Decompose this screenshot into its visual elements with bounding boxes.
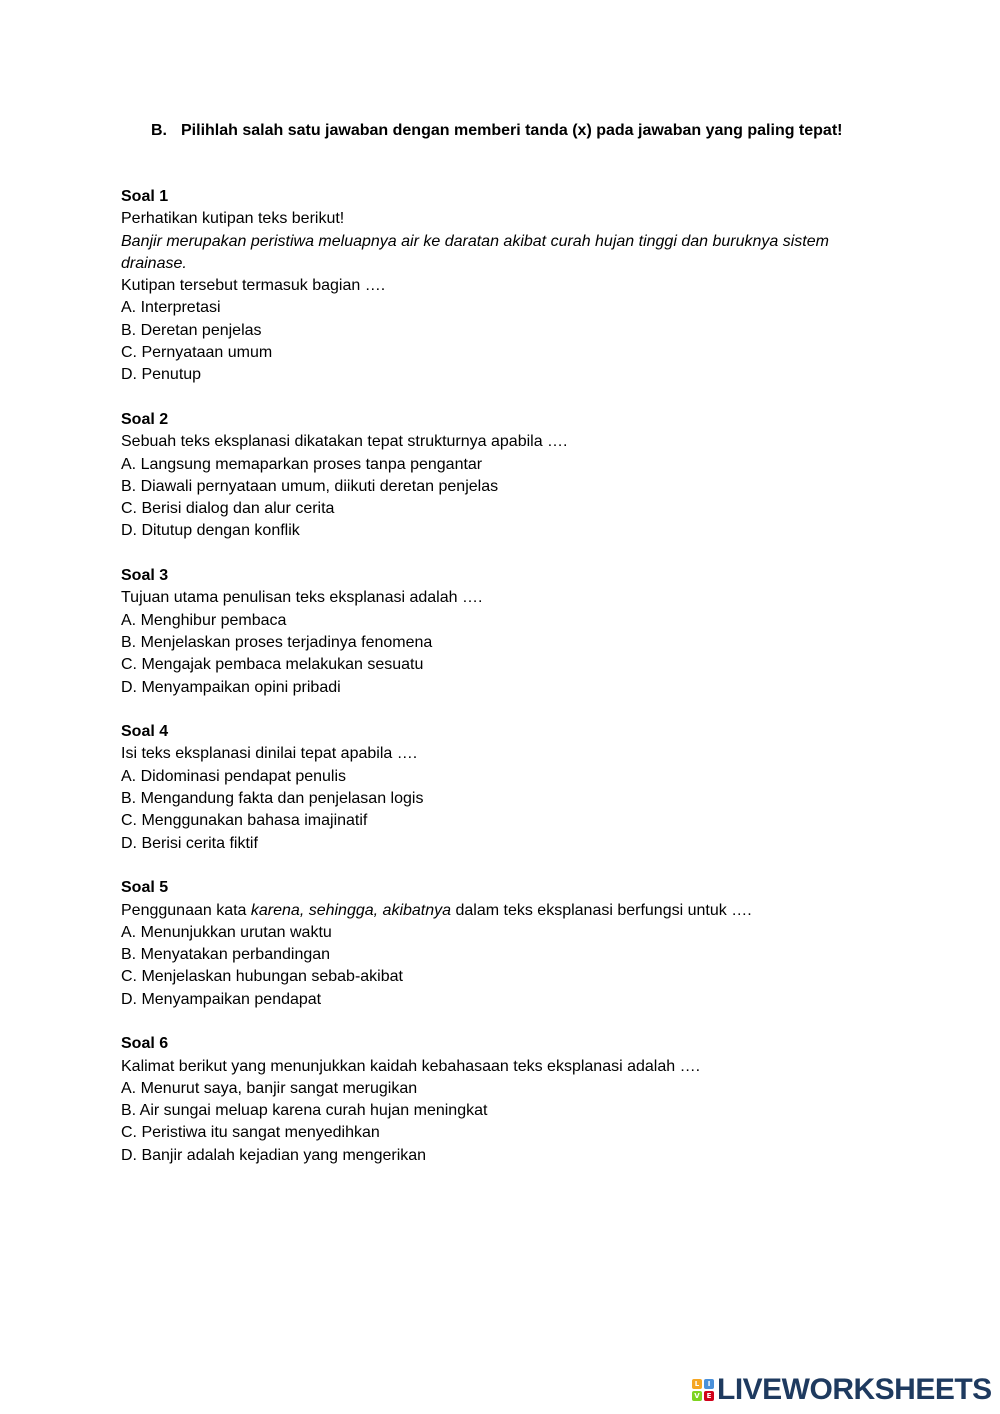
question-title: Soal 3	[121, 567, 169, 585]
liveworksheets-logo	[692, 1373, 992, 1407]
prompt-italic-terms: karena, sehingga, akibatnya	[250, 901, 452, 919]
option-b[interactable]: B. Air sungai meluap karena curah hujan meningkat	[121, 1102, 488, 1120]
option-a[interactable]: A. Langsung memaparkan proses tanpa pengantar	[121, 455, 483, 473]
option-d[interactable]: D. Menyampaikan opini pribadi	[121, 678, 341, 696]
option-a[interactable]: A. Interpretasi	[121, 299, 221, 317]
option-list	[121, 1078, 881, 1167]
logo-mark-icon	[692, 1379, 714, 1401]
option-c[interactable]: C. Menjelaskan hubungan sebab-akibat	[121, 968, 403, 986]
instruction-text: Pilihlah salah satu jawaban dengan memberi tanda (x) pada jawaban yang paling tepat!	[181, 122, 843, 139]
question-6	[121, 1033, 881, 1167]
question-prompt: Isi teks eksplanasi dinilai tepat apabila ….	[121, 745, 418, 763]
option-b[interactable]: B. Menjelaskan proses terjadinya fenomena	[121, 633, 433, 651]
question-quote: Banjir merupakan peristiwa meluapnya air ke daratan akibat curah hujan tinggi dan buruknya sistem drainase.	[121, 232, 829, 272]
logo-text: LIVEWORKSHEETS	[717, 1373, 992, 1406]
question-2	[121, 409, 881, 543]
option-a[interactable]: A. Menghibur pembaca	[121, 611, 287, 629]
logo-mark-tile: V	[692, 1391, 702, 1401]
prompt-text-after: dalam teks eksplanasi berfungsi untuk ….	[451, 901, 752, 919]
option-d[interactable]: D. Ditutup dengan konflik	[121, 522, 300, 540]
prompt-text-before: Penggunaan kata	[121, 901, 251, 919]
option-b[interactable]: B. Menyatakan perbandingan	[121, 946, 331, 964]
option-list	[121, 297, 881, 386]
question-title: Soal 4	[121, 723, 169, 741]
question-prompt: Kalimat berikut yang menunjukkan kaidah kebahasaan teks eksplanasi adalah ….	[121, 1057, 701, 1075]
question-title: Soal 5	[121, 879, 169, 897]
question-prompt	[121, 900, 881, 922]
section-marker: B.	[151, 122, 167, 139]
question-5	[121, 877, 881, 1011]
option-d[interactable]: D. Penutup	[121, 366, 202, 384]
question-title: Soal 6	[121, 1035, 169, 1053]
option-d[interactable]: D. Banjir adalah kejadian yang mengerikan	[121, 1146, 427, 1164]
question-4	[121, 721, 881, 855]
option-list	[121, 766, 881, 855]
option-b[interactable]: B. Mengandung fakta dan penjelasan logis	[121, 790, 424, 808]
option-a[interactable]: A. Menunjukkan urutan waktu	[121, 923, 332, 941]
option-c[interactable]: C. Peristiwa itu sangat menyedihkan	[121, 1124, 380, 1142]
question-title: Soal 2	[121, 410, 169, 428]
question-intro: Perhatikan kutipan teks berikut!	[121, 210, 345, 228]
option-b[interactable]: B. Deretan penjelas	[121, 321, 262, 339]
option-a[interactable]: A. Menurut saya, banjir sangat merugikan	[121, 1079, 418, 1097]
logo-mark-tile: I	[704, 1379, 714, 1389]
question-3	[121, 565, 881, 699]
logo-mark-tile: E	[704, 1391, 714, 1401]
question-title: Soal 1	[121, 188, 169, 205]
logo-mark-tile: L	[692, 1379, 702, 1389]
question-1	[121, 186, 881, 387]
question-list	[121, 186, 881, 1189]
question-prompt: Kutipan tersebut termasuk bagian ….	[121, 277, 386, 295]
question-prompt: Sebuah teks eksplanasi dikatakan tepat strukturnya apabila ….	[121, 433, 568, 451]
option-d[interactable]: D. Berisi cerita fiktif	[121, 834, 258, 852]
option-c[interactable]: C. Pernyataan umum	[121, 344, 273, 362]
option-list	[121, 922, 881, 1011]
option-d[interactable]: D. Menyampaikan pendapat	[121, 990, 322, 1008]
question-prompt: Tujuan utama penulisan teks eksplanasi adalah ….	[121, 589, 483, 607]
option-c[interactable]: C. Mengajak pembaca melakukan sesuatu	[121, 656, 424, 674]
option-b[interactable]: B. Diawali pernyataan umum, diikuti deretan penjelas	[121, 477, 499, 495]
option-c[interactable]: C. Berisi dialog dan alur cerita	[121, 500, 335, 518]
instruction-heading	[151, 121, 842, 141]
option-c[interactable]: C. Menggunakan bahasa imajinatif	[121, 812, 368, 830]
option-a[interactable]: A. Didominasi pendapat penulis	[121, 767, 347, 785]
option-list	[121, 454, 881, 543]
option-list	[121, 610, 881, 699]
